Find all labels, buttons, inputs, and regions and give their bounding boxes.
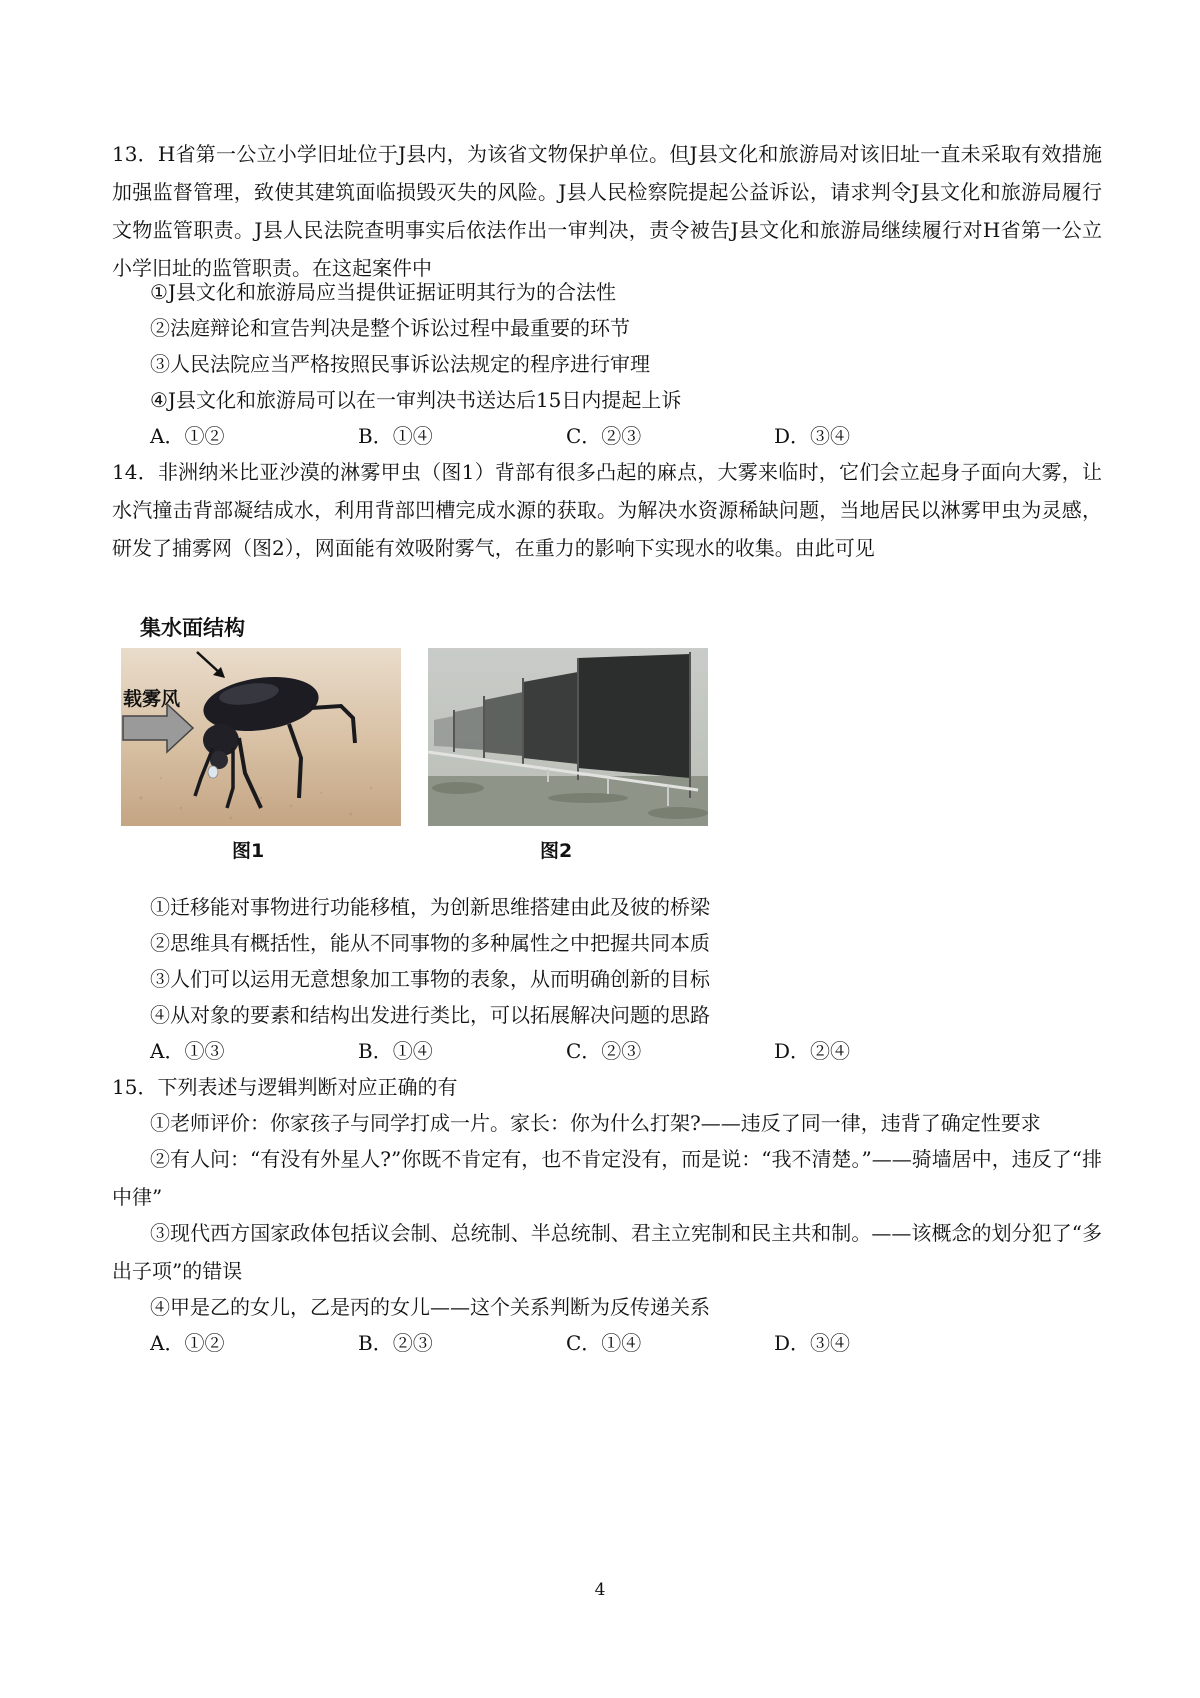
q14-stem: 14．非洲纳米比亚沙漠的淋雾甲虫（图1）背部有很多凸起的麻点，大雾来临时，它们会立起身子面向大雾，让水汽撞击背部凝结成水，利用背部凹槽完成水源的获取。为解决水资源稀缺问题，当地居民以淋雾甲虫为灵感，研发了捕雾网（图2），网面能有效吸附雾气，在重力的影响下实现水的收集。由此可见 xyxy=(112,460,1102,560)
q14-item-4: ④从对象的要素和结构出发进行类比，可以拓展解决问题的思路 xyxy=(150,1003,710,1027)
q14-choice-d: D．②④ xyxy=(774,1039,851,1063)
fog-net-photo xyxy=(428,648,708,826)
figure-caption-2: 图2 xyxy=(540,840,573,862)
q13-choice-c: C．②③ xyxy=(566,424,642,448)
q13-choice-a: A．①② xyxy=(150,424,225,448)
q13-item-1: ①J县文化和旅游局应当提供证据证明其行为的合法性 xyxy=(150,280,616,304)
q14-item-2: ②思维具有概括性，能从不同事物的多种属性之中把握共同本质 xyxy=(150,931,710,955)
q13-item-3: ③人民法院应当严格按照民事诉讼法规定的程序进行审理 xyxy=(150,352,650,376)
q13-item-4: ④J县文化和旅游局可以在一审判决书送达后15日内提起上诉 xyxy=(150,388,682,412)
q14-choices xyxy=(150,1032,982,1070)
q14-choice-a: A．①③ xyxy=(150,1039,225,1063)
q13-choices xyxy=(150,417,982,455)
figure-label-surface: 集水面结构 xyxy=(140,616,245,640)
figure-label-wind: 载雾风 xyxy=(123,688,181,710)
fog-net-illustration xyxy=(428,648,708,826)
q14-choice-b: B．①④ xyxy=(358,1039,433,1063)
q15-choice-d: D．③④ xyxy=(774,1331,851,1355)
q13-item-2: ②法庭辩论和宣告判决是整个诉讼过程中最重要的环节 xyxy=(150,316,630,340)
q14-figure xyxy=(112,612,712,872)
q15-choices xyxy=(150,1324,982,1362)
beetle-illustration xyxy=(121,648,401,826)
q15-item-2: ②有人问：“有没有外星人?”你既不肯定有，也不肯定没有，而是说：“我不清楚。”——骑墙居中，违反了“排中律” xyxy=(112,1147,1102,1209)
q15-choice-b: B．②③ xyxy=(358,1331,433,1355)
q14-item-1: ①迁移能对事物进行功能移植，为创新思维搭建由此及彼的桥梁 xyxy=(150,895,710,919)
q13-choice-d: D．③④ xyxy=(774,424,851,448)
q14-item-3: ③人们可以运用无意想象加工事物的表象，从而明确创新的目标 xyxy=(150,967,710,991)
q13-choice-b: B．①④ xyxy=(358,424,433,448)
figure-caption-1: 图1 xyxy=(232,840,265,862)
q15-choice-a: A．①② xyxy=(150,1331,225,1355)
q15-stem: 15．下列表述与逻辑判断对应正确的有 xyxy=(112,1075,458,1099)
q13-stem: 13．H省第一公立小学旧址位于J县内，为该省文物保护单位。但J县文化和旅游局对该旧址一直未采取有效措施加强监督管理，致使其建筑面临损毁灭失的风险。J县人民检察院提起公益诉讼，请求判令J县文化和旅游局履行文物监管职责。J县人民法院查明事实后依法作出一审判决，责令被告J县文化和旅游局继续履行对H省第一公立小学旧址的监管职责。在这起案件中 xyxy=(112,142,1102,280)
beetle-photo xyxy=(121,648,401,826)
q15-item-4: ④甲是乙的女儿，乙是丙的女儿——这个关系判断为反传递关系 xyxy=(150,1295,710,1319)
page-number: 4 xyxy=(594,1580,606,1600)
q15-item-3: ③现代西方国家政体包括议会制、总统制、半总统制、君主立宪制和民主共和制。——该概念的划分犯了“多出子项”的错误 xyxy=(112,1221,1102,1283)
q14-choice-c: C．②③ xyxy=(566,1039,642,1063)
q15-item-1: ①老师评价：你家孩子与同学打成一片。家长：你为什么打架?——违反了同一律，违背了确定性要求 xyxy=(150,1111,1041,1135)
q15-choice-c: C．①④ xyxy=(566,1331,642,1355)
